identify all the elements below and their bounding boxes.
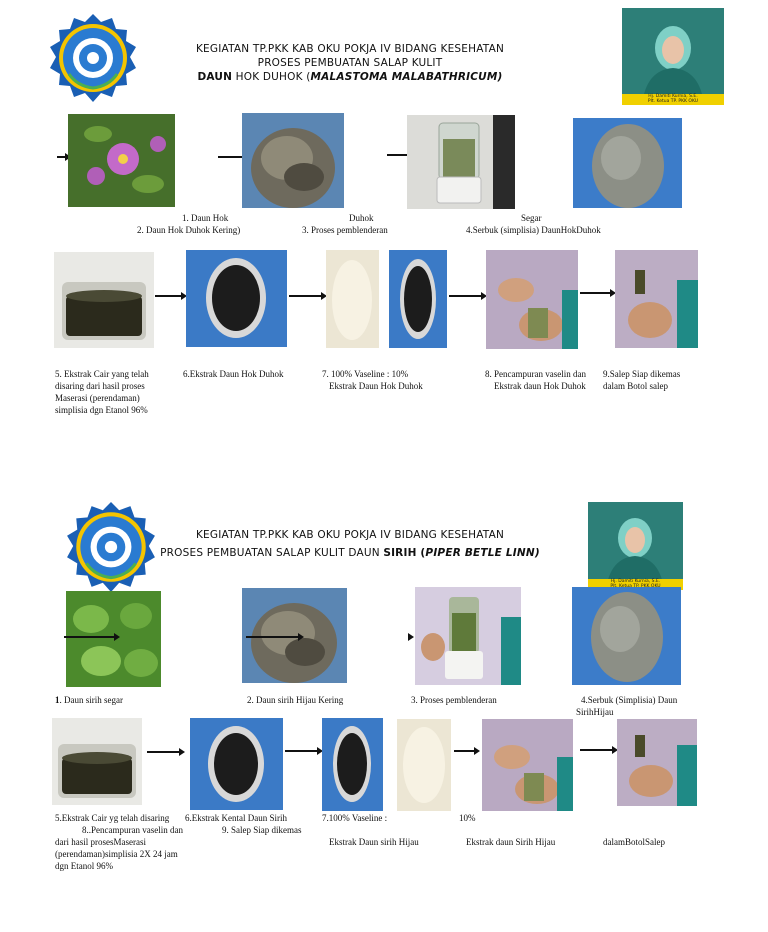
caption-step-4: 4.Serbuk (simplisia) DaunHokDuhok	[466, 225, 601, 235]
caption-step-7-percent: 10%	[459, 813, 476, 823]
caption-step-1-cont2: Segar	[521, 213, 542, 223]
thick-extract-photo	[186, 250, 287, 347]
page-title-line-3	[150, 71, 550, 83]
blender-photo	[415, 587, 521, 685]
blender-photo	[407, 115, 515, 209]
arrow	[64, 636, 118, 638]
arrow	[147, 751, 183, 753]
jar-extract-photo	[54, 252, 154, 348]
caption-line: simplisia dgn Etanol 96%	[55, 405, 148, 415]
caption-line: 4.Serbuk (Simplisia) Daun	[581, 695, 678, 705]
caption-line: 8. Pencampuran vaselin dan	[485, 369, 586, 379]
powder-photo	[573, 118, 682, 208]
packaged-salve-photo	[615, 250, 698, 348]
caption-line: Ekstrak Daun Hok Duhok	[329, 381, 423, 391]
title-normal-part: HOK DUHOK (	[232, 71, 311, 83]
arrow	[155, 295, 185, 297]
caption-line: Maserasi (perendaman)	[55, 393, 140, 403]
arrow	[410, 636, 412, 638]
jar-extract-photo	[52, 718, 142, 805]
flower-photo	[68, 114, 175, 207]
caption-line: dalam Botol salep	[603, 381, 668, 391]
powder-photo	[572, 587, 681, 685]
ketua-portrait	[588, 502, 683, 590]
vaseline-photo	[326, 250, 379, 348]
title-bold-part: SIRIH (	[383, 547, 426, 559]
caption-line: Ekstrak daun Hok Duhok	[494, 381, 586, 391]
caption-step-3: 3. Proses pemblenderan	[302, 225, 388, 235]
caption-step-3: 3. Proses pemblenderan	[411, 695, 497, 705]
thick-extract-photo	[190, 718, 283, 810]
caption-step-5-line4: dgn Etanol 96%	[55, 861, 113, 871]
vaseline-photo	[397, 719, 451, 811]
dried-leaves-photo	[242, 113, 344, 208]
caption-step-6: 6.Ekstrak Daun Hok Duhok	[183, 369, 284, 379]
caption-step-9-line2: dalamBotolSalep	[603, 837, 665, 847]
caption-line: SirihHijau	[576, 707, 614, 717]
title-bold-part: DAUN	[197, 71, 233, 83]
arrow	[580, 292, 614, 294]
ketua-portrait	[622, 8, 724, 105]
page-title-line-1: KEGIATAN TP.PKK KAB OKU POKJA IV BIDANG KESEHATAN	[195, 43, 505, 55]
caption-text: . Daun sirih segar	[59, 695, 123, 705]
mixing-photo	[486, 250, 578, 349]
caption-line: 5. Ekstrak Cair yang telah	[55, 369, 149, 379]
caption-step-2: 2. Daun sirih Hijau Kering	[247, 695, 344, 705]
caption-step-9: 9. Salep Siap dikemas	[222, 825, 302, 835]
arrow	[449, 295, 485, 297]
caption-step-6: 6.Ekstrak Kental Daun Sirih	[185, 813, 287, 823]
caption-step-8: 8..Pencampuran vaselin dan	[82, 825, 183, 835]
packaged-salve-photo	[617, 719, 697, 806]
caption-line: 7. 100% Vaseline : 10%	[322, 369, 409, 379]
caption-step-1	[55, 694, 123, 706]
caption-step-7: 7.100% Vaseline :	[322, 813, 388, 823]
mixing-photo	[482, 719, 573, 811]
arrow	[289, 295, 325, 297]
page-title-line-2	[140, 547, 560, 559]
caption-step-8-line2: Ekstrak daun Sirih Hijau	[466, 837, 556, 847]
portrait-badge	[622, 94, 724, 105]
caption-line: disaring dari hasil proses	[55, 381, 145, 391]
arrow	[246, 636, 302, 638]
badge-name: Hj. Damiti Kurnia, S.E.	[648, 94, 698, 99]
caption-step-7	[322, 368, 423, 392]
arrow	[580, 749, 616, 751]
badge-role: Plt. Ketua TP. PKK OKU	[647, 99, 699, 104]
title-italic-part: MALASTOMA MALABATHRICUM)	[310, 71, 503, 83]
caption-step-2: 2. Daun Hok Duhok Kering)	[137, 225, 241, 235]
extract-jar-photo	[322, 718, 383, 811]
caption-step-9	[603, 368, 680, 392]
badge-name: Hj. Damiti Kurnia, S.E.	[610, 579, 661, 584]
caption-line: 9.Salep Siap dikemas	[603, 369, 681, 379]
page-title-line-1: KEGIATAN TP.PKK KAB OKU POKJA IV BIDANG KESEHATAN	[195, 529, 505, 541]
caption-step-5	[55, 368, 149, 416]
caption-step-1: 1. Daun Hok	[182, 213, 229, 223]
arrow	[285, 750, 321, 752]
page-title-line-2: PROSES PEMBUATAN SALAP KULIT	[257, 57, 443, 69]
title-normal-part: PROSES PEMBUATAN SALAP KULIT DAUN	[160, 547, 384, 559]
title-italic-part: PIPER BETLE LINN)	[425, 547, 540, 559]
pkk-logo	[47, 12, 139, 104]
arrow	[454, 750, 478, 752]
caption-step-5-line3: (perendaman)simplisia 2X 24 jam	[55, 849, 178, 859]
extract-jar-photo	[389, 250, 447, 348]
caption-step-5: 5.Ekstrak Cair yg telah disaring	[55, 813, 170, 823]
caption-step-5-line2: dari hasil prosesMaserasi	[55, 837, 146, 847]
caption-number: 1	[55, 695, 60, 705]
caption-step-4	[576, 694, 677, 718]
caption-step-1-cont: Duhok	[349, 213, 374, 223]
caption-step-7-line2: Ekstrak Daun sirih Hijau	[329, 837, 419, 847]
caption-step-8	[485, 368, 586, 392]
